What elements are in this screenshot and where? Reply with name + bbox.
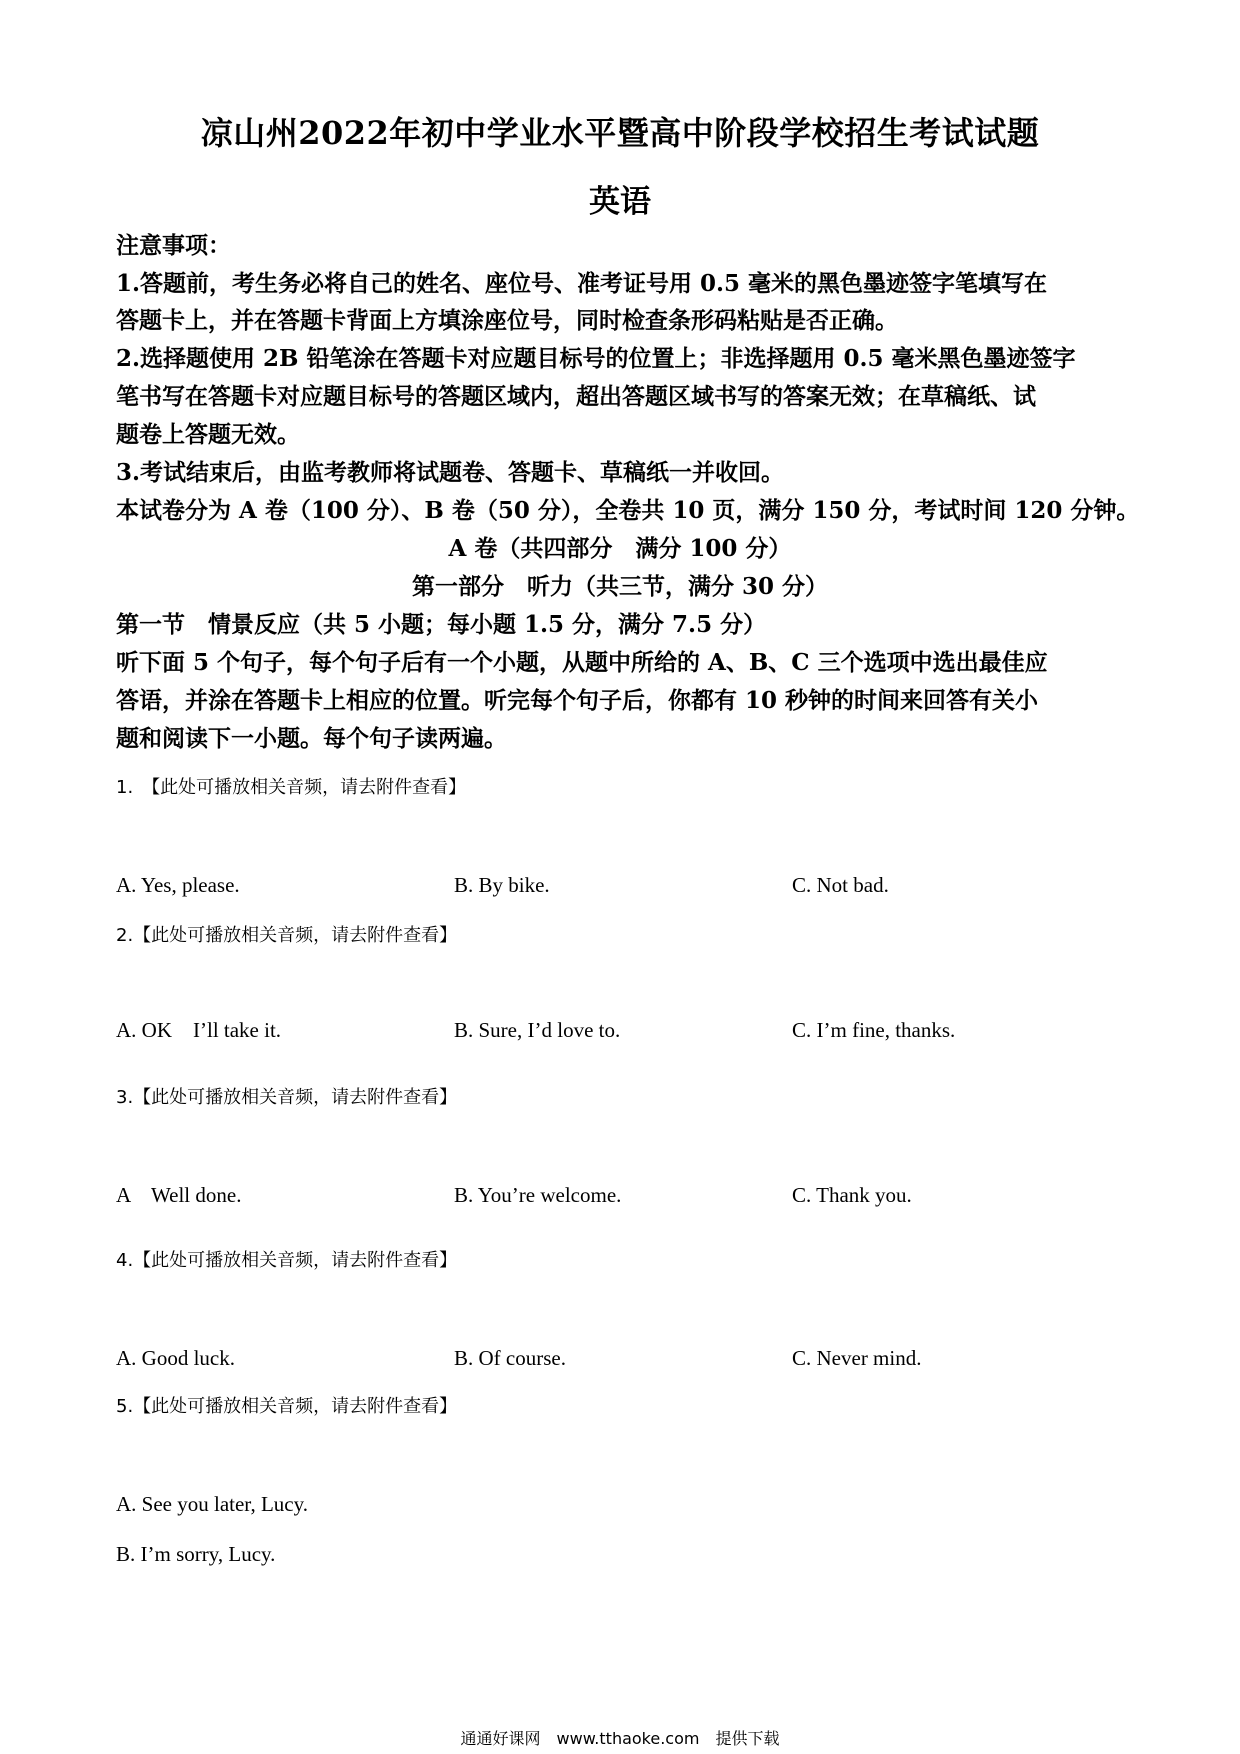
option-b: B. Of course. xyxy=(454,1346,566,1370)
option-a: A Well done. xyxy=(116,1183,242,1207)
section1-heading: 第一节 情景反应（共 5 小题；每小题 1.5 分，满分 7.5 分） xyxy=(116,611,767,638)
option-a: A. Yes, please. xyxy=(116,873,240,897)
question-stem: 4.【此处可播放相关音频，请去附件查看】 xyxy=(116,1250,458,1271)
notice-line: 本试卷分为 A 卷（100 分）、B 卷（50 分），全卷共 10 页，满分 150 分，考试时间 120 分钟。 xyxy=(116,497,1140,524)
option-c: C. Not bad. xyxy=(792,873,889,897)
option-b: B. I’m sorry, Lucy. xyxy=(116,1542,276,1566)
instruction-line: 答语，并涂在答题卡上相应的位置。听完每个句子后，你都有 10 秒钟的时间来回答有关小 xyxy=(116,687,1039,714)
option-a: A. OK I’ll take it. xyxy=(116,1018,282,1042)
option-a: A. Good luck. xyxy=(116,1346,235,1370)
notice-line: 2.选择题使用 2B 铅笔涂在答题卡对应题目标号的位置上；非选择题用 0.5 毫米黑色墨迹签字 xyxy=(116,345,1076,372)
notice-line: 1.答题前，考生务必将自己的姓名、座位号、准考证号用 0.5 毫米的黑色墨迹签字笔填写在 xyxy=(116,270,1048,297)
paper-a-heading: A 卷（共四部分 满分 100 分） xyxy=(448,535,792,562)
option-b: B. You’re welcome. xyxy=(454,1183,622,1207)
question-stem: 5.【此处可播放相关音频，请去附件查看】 xyxy=(116,1396,458,1417)
notice-heading: 注意事项： xyxy=(116,232,231,259)
question-stem: 3.【此处可播放相关音频，请去附件查看】 xyxy=(116,1087,458,1108)
part1-heading: 第一部分 听力（共三节，满分 30 分） xyxy=(411,573,829,600)
exam-title: 凉山州2022年初中学业水平暨高中阶段学校招生考试试题 xyxy=(200,114,1040,152)
question-stem: 2.【此处可播放相关音频，请去附件查看】 xyxy=(116,925,458,946)
instruction-line: 听下面 5 个句子，每个句子后有一个小题，从题中所给的 A、B、C 三个选项中选出最佳应 xyxy=(116,649,1048,676)
instruction-line: 题和阅读下一小题。每个句子读两遍。 xyxy=(116,725,507,752)
question-stem: 1. 【此处可播放相关音频，请去附件查看】 xyxy=(116,777,467,798)
footer-credit: 通通好课网 www.tthaoke.com 提供下载 xyxy=(460,1729,780,1748)
option-b: B. Sure, I’d love to. xyxy=(454,1018,621,1042)
option-c: C. I’m fine, thanks. xyxy=(792,1018,956,1042)
option-c: C. Thank you. xyxy=(792,1183,912,1207)
option-a: A. See you later, Lucy. xyxy=(116,1492,308,1516)
notice-line: 题卷上答题无效。 xyxy=(116,421,300,448)
notice-line: 3.考试结束后，由监考教师将试题卷、答题卡、草稿纸一并收回。 xyxy=(116,459,785,486)
option-c: C. Never mind. xyxy=(792,1346,922,1370)
notice-line: 答题卡上，并在答题卡背面上方填涂座位号，同时检查条形码粘贴是否正确。 xyxy=(116,307,898,334)
subject-title: 英语 xyxy=(589,184,651,220)
option-b: B. By bike. xyxy=(454,873,550,897)
notice-line: 笔书写在答题卡对应题目标号的答题区域内，超出答题区域书写的答案无效；在草稿纸、试 xyxy=(116,383,1036,410)
